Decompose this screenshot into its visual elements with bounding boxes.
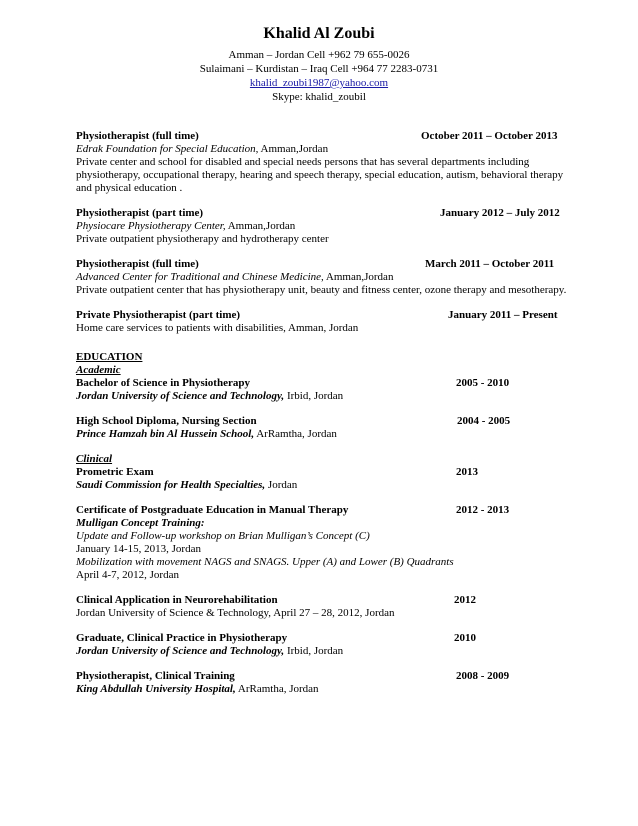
job-org: Physiocare Physiotherapy Center,: [76, 220, 226, 232]
mulligan-title: Mulligan Concept Training:: [76, 517, 205, 529]
job-title: Physiotherapist (full time): [76, 258, 199, 270]
job-date: January 2011 – Present: [448, 309, 558, 321]
education-entry: [76, 594, 576, 620]
email-link[interactable]: khalid_zoubi1987@yahoo.com: [249, 77, 389, 89]
job-org: Edrak Foundation for Special Education,: [76, 143, 259, 155]
job-description: Private outpatient physiotherapy and hydrotherapy center: [76, 233, 329, 245]
institution-location: ArRamtha, Jordan: [235, 683, 319, 695]
education-entry: [76, 670, 576, 696]
resume-content: [76, 130, 576, 708]
job-entry: [76, 309, 576, 335]
contact-line-sulaimani: Sulaimani – Kurdistan – Iraq Cell +964 77 2283-0731: [199, 63, 439, 75]
workshop-date: January 14-15, 2013, Jordan: [76, 543, 201, 555]
graduate-title: Graduate, Clinical Practice in Physiotherapy: [76, 632, 288, 644]
exam-title: Prometric Exam: [76, 466, 154, 478]
education-entry: [76, 504, 576, 582]
job-title: Physiotherapist (full time): [76, 130, 199, 142]
institution: King Abdullah University Hospital,: [76, 683, 236, 695]
institution-location: Irbid, Jordan: [284, 390, 344, 402]
education-entry: [76, 377, 576, 403]
workshop-line: Update and Follow-up workshop on Brian Mulligan’s Concept (C): [76, 530, 370, 542]
skype-line: Skype: khalid_zoubil: [272, 91, 366, 103]
contact-line-amman: Amman – Jordan Cell +962 79 655-0026: [228, 49, 410, 61]
exam-date: 2013: [456, 466, 478, 478]
job-description: Home care services to patients with disabilities, Amman, Jordan: [76, 322, 359, 334]
academic-label: Academic: [76, 364, 121, 376]
job-title: Private Physiotherapist (part time): [76, 309, 241, 321]
course-date: 2012: [454, 594, 476, 606]
institution: Jordan University of Science and Technology,: [76, 645, 285, 657]
job-org: Advanced Center for Traditional and Chinese Medicine,: [76, 271, 324, 283]
certificate-title: Certificate of Postgraduate Education in Manual Therapy: [76, 504, 349, 516]
candidate-name: Khalid Al Zoubi: [263, 25, 375, 42]
education-entry: [76, 632, 576, 658]
institution: Prince Hamzah bin Al Hussein School,: [76, 428, 255, 440]
training-title: Physiotherapist, Clinical Training: [76, 670, 235, 682]
degree-title: High School Diploma, Nursing Section: [76, 415, 257, 427]
education-entry: [76, 466, 576, 492]
institution: Saudi Commission for Health Specialties,: [76, 479, 266, 491]
job-location: Amman,Jordan: [225, 220, 296, 232]
workshop-line: Mobilization with movement NAGS and SNAGS. Upper (A) and Lower (B) Quadrants: [76, 556, 454, 568]
education-entry: [76, 415, 576, 441]
graduate-date: 2010: [454, 632, 476, 644]
clinical-label: Clinical: [76, 453, 113, 465]
job-entry: [76, 130, 576, 195]
job-date: January 2012 – July 2012: [440, 207, 560, 219]
education-heading: EDUCATION: [76, 351, 143, 363]
workshop-date: April 4-7, 2012, Jordan: [76, 569, 179, 581]
institution-location: Jordan: [265, 479, 298, 491]
degree-title: Bachelor of Science in Physiotherapy: [76, 377, 250, 389]
job-location: Amman,Jordan: [258, 143, 329, 155]
training-date: 2008 - 2009: [456, 670, 510, 682]
job-entry: [76, 207, 576, 246]
institution-location: ArRamtha, Jordan: [254, 428, 337, 440]
course-description: Jordan University of Science & Technology, April 27 – 28, 2012, Jordan: [76, 607, 395, 619]
job-entry: [76, 258, 576, 297]
job-location: Amman,Jordan: [323, 271, 394, 283]
degree-date: 2005 - 2010: [456, 377, 510, 389]
institution-location: Irbid, Jordan: [284, 645, 344, 657]
job-date: March 2011 – October 2011: [425, 258, 555, 270]
resume-header: [0, 24, 638, 104]
job-title: Physiotherapist (part time): [76, 207, 204, 219]
course-title: Clinical Application in Neurorehabilitation: [76, 594, 278, 606]
job-description: Private outpatient center that has physiotherapy unit, beauty and fitness center, ozone therapy and mesotherapy.: [76, 284, 567, 296]
institution: Jordan University of Science and Technology,: [76, 390, 285, 402]
job-date: October 2011 – October 2013: [421, 130, 558, 142]
certificate-date: 2012 - 2013: [456, 504, 510, 516]
job-description: Private center and school for disabled and special needs persons that has several departments including physiotherapy, occupational therapy, hearing and speech therapy, special education, autism, behavioral therapy and physical education .: [76, 156, 564, 194]
degree-date: 2004 - 2005: [457, 415, 511, 427]
